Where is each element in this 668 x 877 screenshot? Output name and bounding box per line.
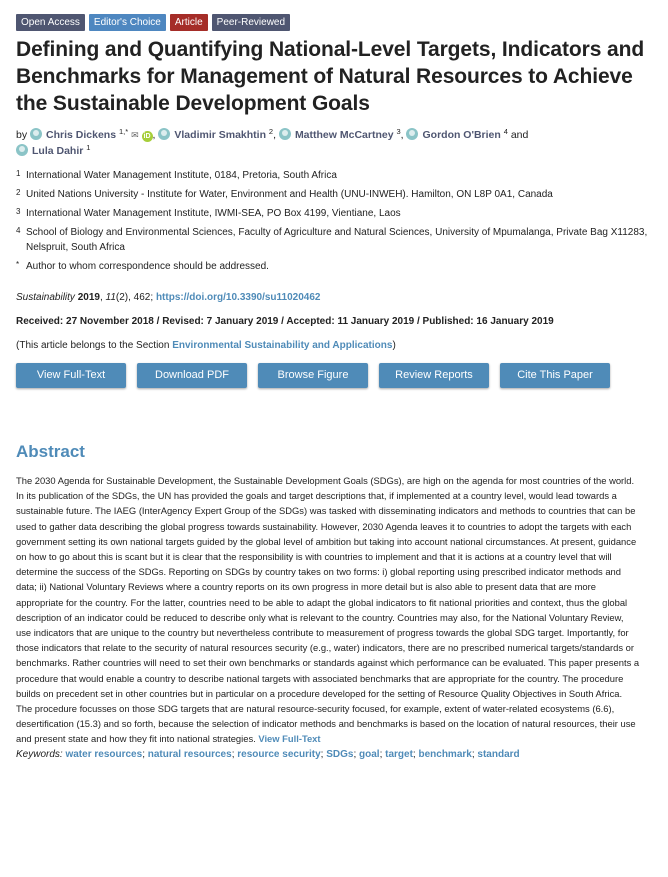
author-affil-sup: 3 [396, 127, 401, 136]
journal-name: Sustainability [16, 292, 75, 303]
author-icon [406, 128, 418, 140]
author-icon [30, 128, 42, 140]
keyword-link[interactable]: water resources [65, 748, 143, 760]
author-link[interactable]: Lula Dahir [32, 145, 84, 157]
abstract-text: The 2030 Agenda for Sustainable Development, the Sustainable Development Goals (SDGs), are high on the agenda for most countries of the world. In its publication of the SDGs, the UN has provided the goals and target descriptions that, if implemented at a country level, would lead towards a sustainable future. The IAEG (InterAgency Expert Group of the SDGs) was tasked with disseminating indicators and methods to countries that can be used to gather data describing the global progress towards sustainability. However, 2030 Agenda leaves it to countries to adopt the targets with each government setting its own national targets guided by the global level of ambition but taking into account national circumstances. At present, guidance on how to go about this is scant but it is clear that the responsibility is with countries to implement and that it is actions at a country level that will determine the success of the SDGs. Reporting on SDGs by country takes on two forms: i) global reporting using prescribed indicator methods and data; ii) National Voluntary Reviews where a country reports on its own progress in more detail but is also able to present data that are more appropriate for the country. For the latter, countries need to be able to adapt the global indicators to fit national priorities and context, thus the global description of an indicator could be reduced to describe only what is relevant to the country. Countries may also, for the National Voluntary Review, use indicators that are unique to the country but nevertheless contribute to measurement of progress towards the global SDG target. Importantly, for those indicators that relate to the security of natural resources security (e.g., water) indicators, there are no prescribed numerical targets/standards or benchmarks. Rather countries will need to set their own benchmarks or standards against which performance can be evaluated. This paper presents a procedure that would enable a country to describe national targets with associated benchmarks that are appropriate for the country. The procedure builds on precedent set in other countries but in particular on a procedure developed for the setting of Resource Quality Objectives in South Africa. The procedure focusses on those SDG targets that are natural resource-security focused, for example, extent of water-related ecosystems (6.6), desertification (15.3) and so forth, because the selection of indicator methods and benchmarks is based on the location of natural resources, their use and present state and how they fit into national strategies. [16, 475, 640, 745]
keyword-link[interactable]: resource security [237, 748, 321, 760]
orcid-icon[interactable]: iD [143, 133, 151, 140]
author-icon [16, 144, 28, 156]
affiliation-item [16, 187, 656, 202]
abstract-body [16, 473, 640, 747]
affiliation-number: * [16, 260, 20, 269]
abstract-heading: Abstract [16, 442, 85, 461]
author-link[interactable]: Gordon O'Brien [422, 129, 501, 141]
keyword-link[interactable]: standard [477, 748, 520, 760]
affiliation-list [16, 168, 656, 274]
section-suffix: ) [392, 340, 396, 351]
author-icon [279, 128, 291, 140]
affiliation-text: Author to whom correspondence should be addressed. [26, 261, 269, 272]
author-affil-sup: 4 [503, 127, 508, 136]
keywords-label: Keywords: [16, 748, 63, 760]
keyword-link[interactable]: goal [359, 748, 380, 760]
affiliation-text: United Nations University - Institute for Water, Environment and Health (UNU-INWEH). Hamilton, ON L8P 0A1, Canada [26, 189, 553, 200]
view-full-text-button[interactable]: View Full-Text [16, 363, 126, 388]
affiliation-text: School of Biology and Environmental Sciences, Faculty of Agriculture and Natural Sciences, University of Mpumalanga, Private Bag X11283, Nelspruit, South Africa [26, 227, 648, 253]
section-link[interactable]: Environmental Sustainability and Applications [172, 340, 393, 351]
affiliation-item [16, 168, 656, 183]
doi-link[interactable]: https://doi.org/10.3390/su11020462 [155, 292, 321, 303]
section-prefix: (This article belongs to the Section [16, 340, 173, 351]
affiliation-number: 1 [16, 169, 21, 178]
action-buttons [16, 363, 656, 388]
author-affil-sup: 1 [86, 143, 91, 152]
article-type-badge: Article [170, 14, 208, 31]
keyword-link[interactable]: natural resources [147, 748, 232, 760]
affiliation-number: 2 [16, 188, 21, 197]
keywords-line: Keywords: water resources; natural resources; resource security; SDGs; goal; target; benchmark; standard [16, 748, 520, 760]
review-reports-button[interactable]: Review Reports [379, 363, 489, 388]
mail-icon[interactable]: ✉ [131, 130, 139, 140]
abstract-view-full-text-link[interactable]: View Full-Text [258, 733, 321, 745]
affiliation-item [16, 225, 656, 255]
download-pdf-button[interactable]: Download PDF [137, 363, 247, 388]
by-label: by [16, 129, 28, 141]
author-affil-sup: 1,* [118, 127, 129, 136]
affiliation-item [16, 259, 656, 274]
cite-this-paper-button[interactable]: Cite This Paper [500, 363, 610, 388]
publication-dates: Received: 27 November 2018 / Revised: 7 January 2019 / Accepted: 11 January 2019 / Published: 16 January 2019 [16, 316, 554, 327]
peer-reviewed-badge[interactable]: Peer-Reviewed [212, 14, 290, 31]
author-link[interactable]: Vladimir Smakhtin [174, 129, 266, 141]
affiliation-text: International Water Management Institute, IWMI-SEA, PO Box 4199, Vientiane, Laos [26, 208, 401, 219]
author-affil-sup: 2 [268, 127, 274, 136]
keyword-link[interactable]: benchmark [418, 748, 472, 760]
citation-volume: 11 [105, 292, 116, 303]
author-icon [158, 128, 170, 140]
editors-choice-badge[interactable]: Editor's Choice [89, 14, 166, 31]
affiliation-text: International Water Management Institute, 0184, Pretoria, South Africa [26, 170, 337, 181]
open-access-badge[interactable]: Open Access [16, 14, 85, 31]
affiliation-number: 3 [16, 207, 21, 216]
affiliation-item [16, 206, 656, 221]
and-label: and [510, 129, 529, 141]
article-page [16, 14, 656, 762]
author-link[interactable]: Chris Dickens [46, 129, 117, 141]
keyword-link[interactable]: target [385, 748, 413, 760]
keyword-link[interactable]: SDGs [326, 748, 354, 760]
citation-line: Sustainability 2019, 11(2), 462; https://doi.org/10.3390/su11020462 [16, 292, 321, 303]
author-link[interactable]: Matthew McCartney [294, 129, 394, 141]
article-title: Defining and Quantifying National-Level Targets, Indicators and Benchmarks for Management of Natural Resources to Achieve the Sustainable Development Goals [16, 38, 645, 115]
author-list: by Chris Dickens $^{1,*}$ ✉ iD , Vladimir Smakhtin $^2$, Matthew McCartney $^3$, Gordon O'Brien $^4$ and Lula Dahir $^1$ [16, 127, 529, 157]
citation-issue-pages: (2), 462; [115, 292, 156, 303]
section-note [16, 338, 656, 353]
affiliation-number: 4 [16, 226, 21, 235]
browse-figure-button[interactable]: Browse Figure [258, 363, 368, 388]
citation-year: 2019 [77, 292, 100, 303]
badge-row [16, 14, 656, 31]
